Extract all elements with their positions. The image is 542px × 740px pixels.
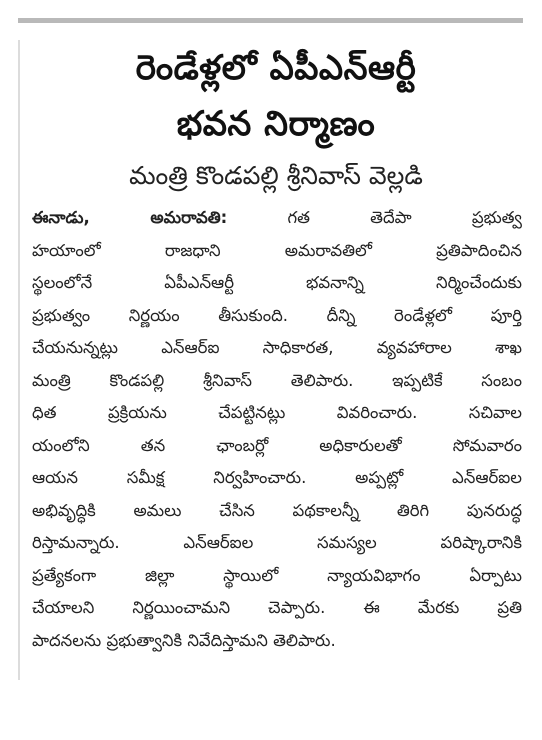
body-line: స్థలంలోనే ఏపీఎన్ఆర్టీ భవనాన్ని నిర్మించేందుకు [32,273,522,292]
body-line: ఆయన సమీక్ష నిర్వహించారు. అప్పట్లో ఎన్ఆర్ఐల [32,468,522,487]
body-line: పాదనలను ప్రభుత్వానికి నివేదిస్తామని తెలిపారు. [32,630,336,650]
body-line: చేయనున్నట్లు ఎన్ఆర్ఐ సాధికారత, వ్యవహారాల శాఖ [32,338,522,357]
subheadline: మంత్రి కొండపల్లి శ్రీనివాస్ వెల్లడి [129,161,423,190]
body-line: మంత్రి కొండపల్లి శ్రీనివాస్ తెలిపారు. ఇప్పటికే సంబం [32,370,522,390]
dateline: ఈనాడు, అమరావతి: [32,208,228,227]
headline-line-1: రెండేళ్లలో ఏపీఎన్ఆర్టీ [135,48,417,88]
news-clipping [30,40,522,657]
headline [30,40,522,152]
body-line: ధిత ప్రక్రియను చేపట్టినట్లు వివరించారు. సచివాల [32,403,522,422]
body-line: ప్రభుత్వం నిర్ణయం తీసుకుంది. దీన్ని రెండేళ్లలో పూర్తి [32,305,522,325]
body-line: అభివృద్ధికి అమలు చేసిన పథకాలన్నీ తిరిగి పునరుద్ధ [32,500,522,520]
body-line: ఈనాడు, అమరావతి: గత తెదేపా ప్రభుత్వ [32,208,522,227]
body-line: చేయాలని నిర్ణయించామని చెప్పారు. ఈ మేరకు ప్రతి [32,598,522,617]
body-line: హయాంలో రాజధాని అమరావతిలో ప్రతిపాదించిన [32,240,522,260]
body-line: యంలోని తన ఛాంబర్లో అధికారులతో సోమవారం [32,435,522,455]
column-divider [18,40,20,680]
body-line: రిస్తామన్నారు. ఎన్ఆర్ఐల సమస్యల పరిష్కారానికి [32,533,522,552]
headline-line-2: భవన నిర్మాణం [176,104,376,144]
body-line: ప్రత్యేకంగా జిల్లా స్థాయిలో న్యాయవిభాగం ఏర్పాటు [32,565,522,585]
top-divider [18,18,523,23]
article-body [30,202,522,657]
